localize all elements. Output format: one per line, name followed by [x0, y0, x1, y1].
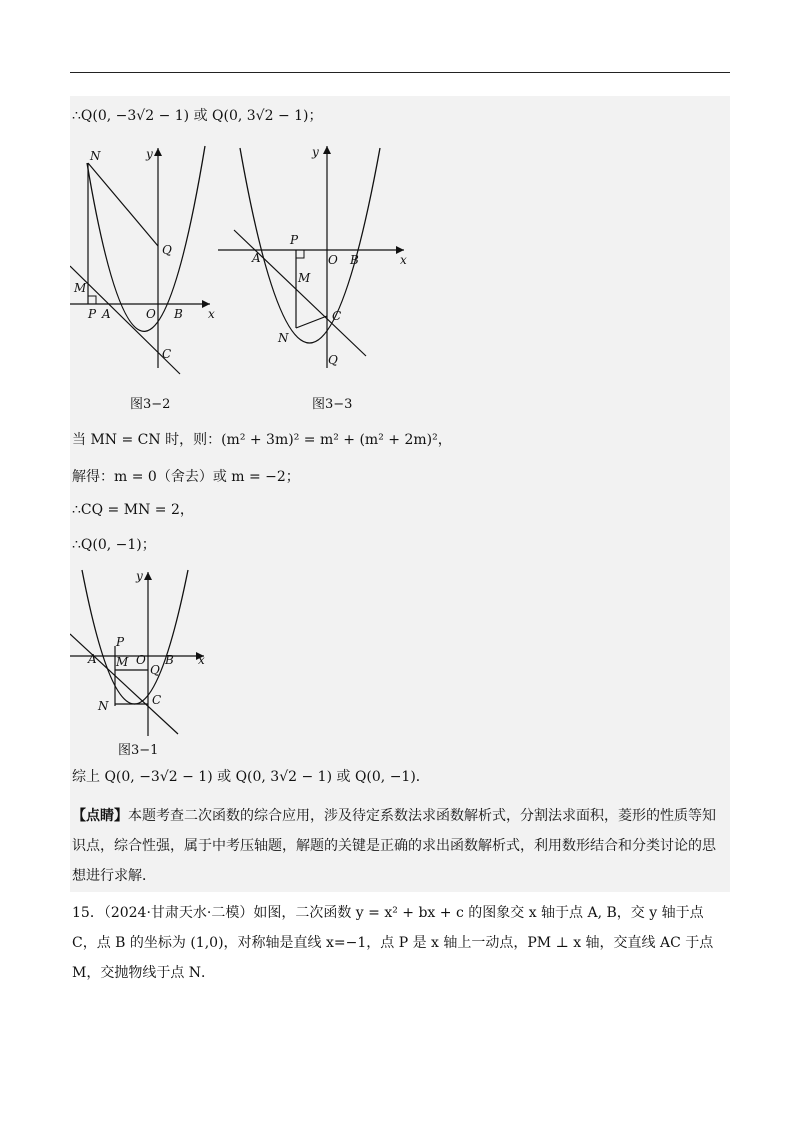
- comment-text: 本题考查二次函数的综合应用，涉及待定系数法求函数解析式，分割法求面积，菱形的性质等知识点，综合性强，属于中考压轴题，解题的关键是正确的求出函数解析式，利用数形结合和分类讨论的思想进行求解．: [72, 808, 716, 884]
- label-A: A: [102, 307, 111, 321]
- comment-tag: 【点睛】: [72, 808, 128, 824]
- solution-line-6: 综上 Q(0, −3√2 − 1) 或 Q(0, 3√2 − 1) 或 Q(0, −1)．: [72, 769, 430, 785]
- label-P: P: [290, 233, 299, 247]
- problem-15-paragraph: 15．（2024·甘肃天水·二模）如图，二次函数 y = x² + bx + c 的图象交 x 轴于点 A, B，交 y 轴于点 C，点 B 的坐标为 (1,0)，对称轴是直线 x=−1，点 P 是 x 轴上一动点，PM ⊥ x 轴，交直线 AC 于点 M，交抛物线于点 N．: [72, 905, 714, 981]
- label-C: C: [162, 347, 172, 361]
- label-x: x: [400, 253, 407, 267]
- label-A: A: [252, 251, 261, 265]
- label-x: x: [198, 653, 205, 667]
- comment-paragraph: [72, 801, 728, 891]
- label-y: y: [146, 147, 153, 161]
- solution-line-4: ∴CQ = MN = 2，: [72, 502, 194, 518]
- label-B: B: [174, 307, 183, 321]
- figure-3-3: [214, 138, 414, 378]
- label-y: y: [136, 569, 143, 583]
- label-M: M: [298, 271, 311, 285]
- label-N: N: [278, 331, 289, 345]
- label-Q: Q: [162, 243, 172, 257]
- label-M: M: [74, 281, 87, 295]
- solution-line-1: ∴Q(0, −3√2 − 1) 或 Q(0, 3√2 − 1)；: [72, 108, 323, 124]
- label-C: C: [332, 309, 342, 323]
- label-y: y: [312, 145, 319, 159]
- solution-line-2: 当 MN = CN 时，则：(m² + 3m)² = m² + (m² + 2m)²，: [72, 432, 452, 448]
- solution-line-5: ∴Q(0, −1)；: [72, 537, 156, 553]
- parabola-curve: [82, 570, 188, 704]
- label-N: N: [98, 699, 109, 713]
- header-rule: [70, 72, 730, 73]
- solution-line-3: 解得：m = 0（舍去）或 m = −2；: [72, 469, 300, 485]
- label-Q: Q: [328, 353, 338, 367]
- label-x: x: [208, 307, 215, 321]
- label-B: B: [350, 253, 359, 267]
- label-N: N: [90, 149, 101, 163]
- label-O: O: [328, 253, 338, 267]
- label-A: A: [88, 652, 97, 666]
- label-O: O: [146, 307, 156, 321]
- label-B: B: [165, 653, 174, 667]
- caption-3-1: 图3−1: [118, 743, 159, 758]
- figure-3-1: [70, 566, 220, 738]
- caption-3-3: 图3−3: [312, 397, 353, 412]
- parabola-curve: [240, 148, 380, 343]
- caption-3-2: 图3−2: [130, 397, 171, 412]
- label-C: C: [152, 693, 162, 707]
- label-Q: Q: [150, 663, 160, 677]
- figure-3-2: [70, 138, 230, 378]
- label-P: P: [88, 307, 97, 321]
- label-P: P: [116, 635, 125, 649]
- label-M: M: [116, 655, 129, 669]
- label-O: O: [136, 653, 146, 667]
